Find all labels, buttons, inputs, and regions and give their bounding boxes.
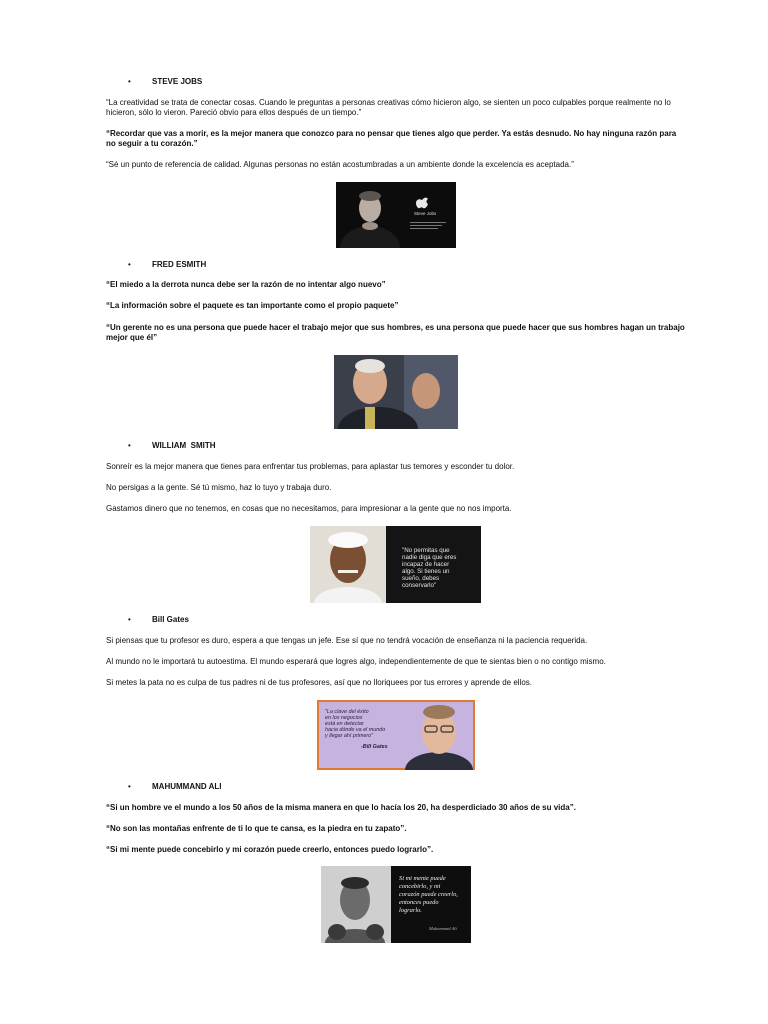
photo-quote-line: conservarlo"	[402, 582, 437, 589]
photo-quote-line: en los negocios	[325, 715, 363, 721]
photo-quote-line: corazón puede creerlo,	[399, 891, 458, 898]
bullet: •	[128, 782, 131, 791]
photo-caption-name: Steve Jobs	[414, 211, 437, 216]
bullet: •	[128, 260, 131, 269]
photo-quote-line: nadie diga que eres	[402, 554, 457, 561]
heading-text: WILLIAM SMITH	[152, 441, 216, 450]
quote-paragraph: Si metes la pata no es culpa de tus padres ni de tus profesores, así que no lloriquees por tus errores y aprende de ellos.	[106, 678, 533, 687]
photo-quote-line: y llegar ahí primero"	[325, 733, 374, 739]
steve-jobs-photo	[336, 182, 456, 248]
bill-gates-photo	[317, 700, 475, 770]
quote-paragraph: “La información sobre el paquete es tan importante como el propio paquete”	[106, 301, 399, 310]
quote-paragraph: “Un gerente no es una persona que puede hacer el trabajo mejor que sus hombres, es una persona que puede hacer que sus hombres hagan un trabajo mejor que él”	[106, 323, 685, 342]
photo-quote-line: está en detectar	[325, 721, 364, 727]
bullet: •	[128, 441, 131, 450]
photo-quote-line: lograrlo.	[399, 907, 422, 914]
quote-paragraph: Gastamos dinero que no tenemos, en cosas que no necesitamos, para impresionar a la gente que no nos importa.	[106, 504, 512, 513]
photo-quote-line: sueño, debes	[402, 575, 440, 582]
photo-quote-line: entonces puedo	[399, 899, 439, 906]
quote-paragraph: “Si un hombre ve el mundo a los 50 años de la misma manera en que lo hacía los 20, ha desperdiciado 30 años de su vida”.	[106, 803, 576, 812]
heading-text: Bill Gates	[152, 615, 189, 624]
photo-quote-line: hacia dónde va el mundo	[325, 727, 386, 733]
heading-text: MAHUMMAND ALI	[152, 782, 222, 791]
quote-paragraph: “Sé un punto de referencia de calidad. Algunas personas no están acostumbradas a un ambiente donde la excelencia es aceptada.”	[106, 160, 574, 169]
fred-smith-photo	[334, 355, 458, 429]
photo-quote-author: Muhammad Ali	[429, 926, 457, 931]
heading-text: STEVE JOBS	[152, 77, 203, 86]
quote-paragraph: “La creatividad se trata de conectar cosas. Cuando le preguntas a personas creativas cómo hicieron algo, se sienten un poco culpables porque realmente no lo hicieron, sólo lo vieron. Pareció obvio para ellos después de un tiempo.”	[106, 98, 671, 117]
photo-quote-line: incapaz de hacer	[402, 561, 450, 568]
bullet: •	[128, 615, 131, 624]
photo-quote-line: "No permitas que	[402, 547, 450, 554]
quote-paragraph: “Recordar que vas a morir, es la mejor manera que conozco para no pensar que tienes algo que perder. Ya estás desnudo. No hay ninguna razón para no seguir a tu corazón.”	[106, 129, 677, 148]
photo-quote-line: algo. Si tienes un	[402, 568, 450, 575]
quote-paragraph: Al mundo no le importará tu autoestima. El mundo esperará que logres algo, independientemente de que te sientas bien o no contigo mismo.	[106, 657, 606, 666]
will-smith-photo	[310, 526, 481, 603]
bullet: •	[128, 77, 131, 86]
quote-paragraph: “El miedo a la derrota nunca debe ser la razón de no intentar algo nuevo”	[106, 280, 386, 289]
quote-paragraph: “Si mi mente puede concebirlo y mi corazón puede creerlo, entonces puedo lograrlo”.	[106, 845, 434, 854]
photo-quote-author: -Bill Gates	[361, 744, 388, 750]
heading-text: FRED ESMITH	[152, 260, 207, 269]
quote-paragraph: Sonreír es la mejor manera que tienes para enfrentar tus problemas, para aplastar tus temores y esconder tu dolor.	[106, 462, 515, 471]
quote-paragraph: “No son las montañas enfrente de ti lo que te cansa, es la piedra en tu zapato”.	[106, 824, 407, 833]
quote-paragraph: No persigas a la gente. Sé tú mismo, haz lo tuyo y trabaja duro.	[106, 483, 332, 492]
photo-quote-line: concebirlo, y mi	[399, 883, 441, 890]
muhammad-ali-photo	[321, 866, 471, 943]
photo-quote-line: "La clave del éxito	[325, 709, 369, 715]
photo-quote-line: Si mi mente puede	[399, 875, 446, 882]
quote-paragraph: Si piensas que tu profesor es duro, espera a que tengas un jefe. Ese sí que no tendrá vocación de enseñanza ni la paciencia requerida.	[106, 636, 588, 645]
